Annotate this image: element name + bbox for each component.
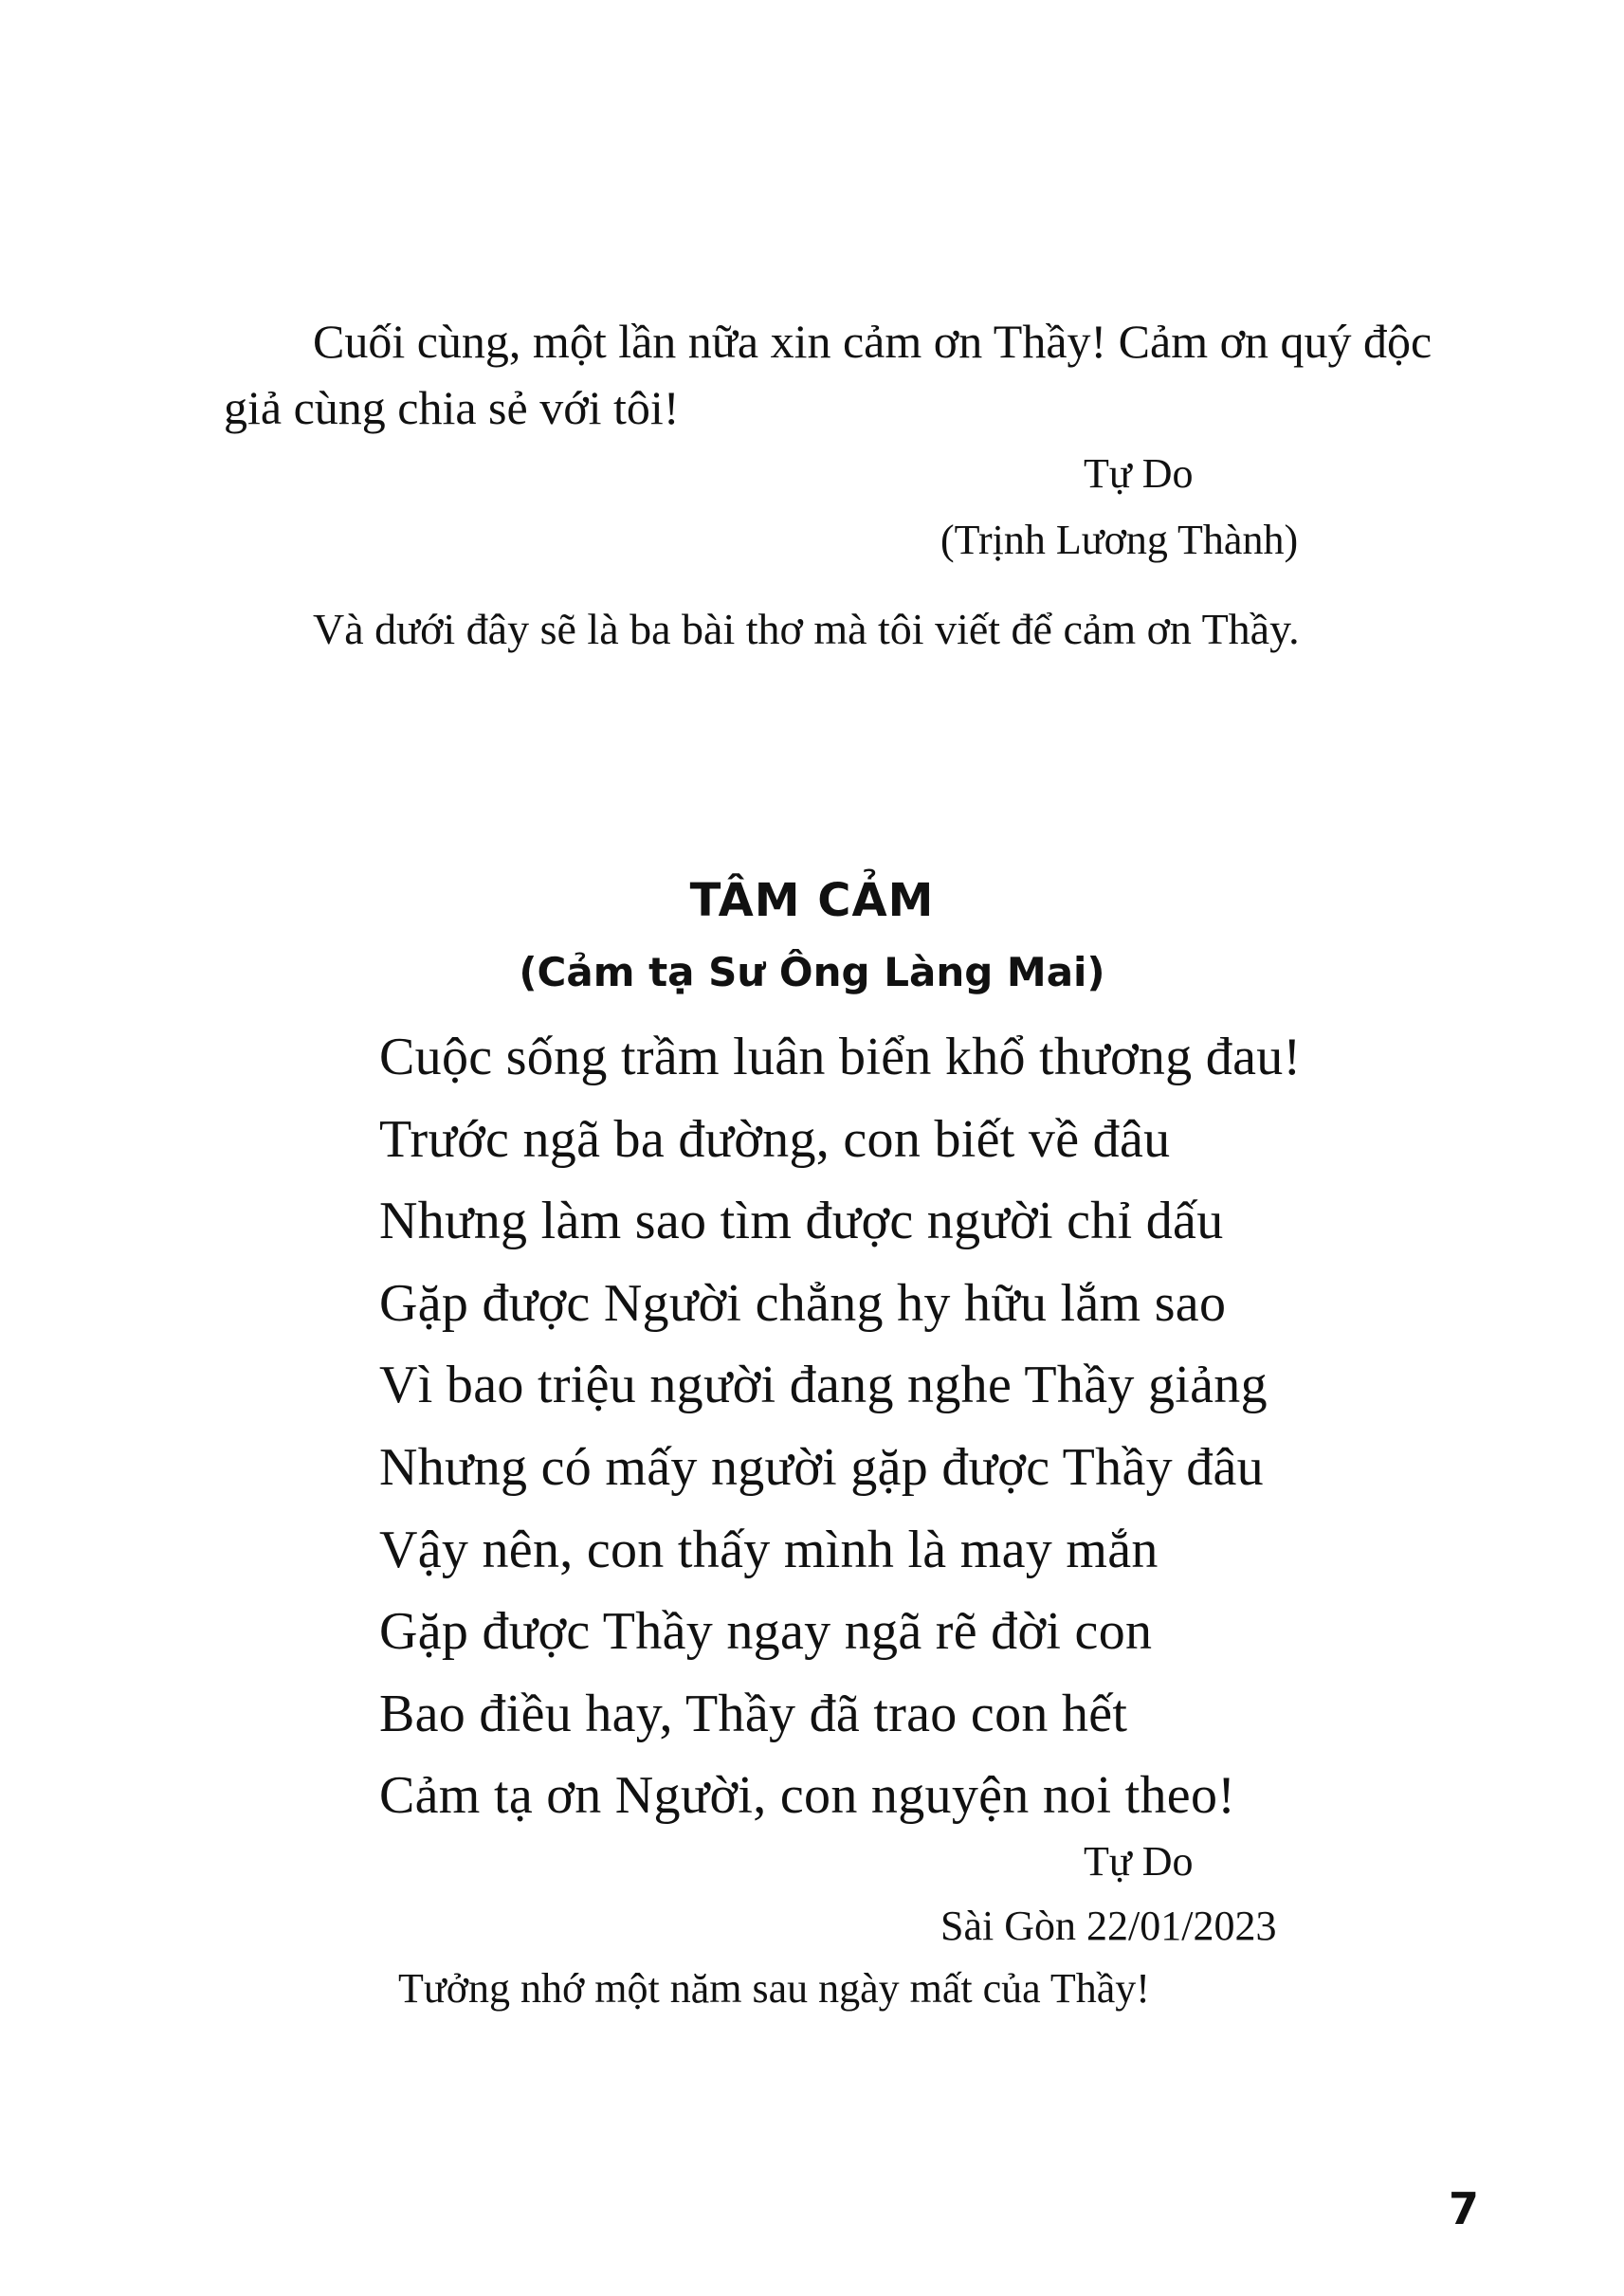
intro-paragraph-line-2: giả cùng chia sẻ với tôi!	[224, 381, 680, 434]
poem-line: Bao điều hay, Thầy đã trao con hết	[379, 1684, 1128, 1743]
poem-line: Cuộc sống trầm luân biển khổ thương đau!	[379, 1028, 1302, 1086]
poem-line: Gặp được Thầy ngay ngã rẽ đời con	[379, 1602, 1153, 1662]
poem-line: Vậy nên, con thấy mình là may mắn	[379, 1520, 1159, 1579]
intro-signature-pen-name: Tự Do	[1084, 450, 1194, 497]
poem-line: Nhưng làm sao tìm được người chỉ dấu	[379, 1192, 1224, 1251]
poem-line: Gặp được Người chẳng hy hữu lắm sao	[379, 1273, 1227, 1333]
poem-dedication: Tưởng nhớ một năm sau ngày mất của Thầy!	[398, 1965, 1150, 2012]
poem-line: Nhưng có mấy người gặp được Thầy đâu	[379, 1437, 1264, 1497]
page-number: 7	[1449, 2183, 1480, 2234]
poem-title: TÂM CẢM	[689, 874, 935, 927]
poem-place-date: Sài Gòn 22/01/2023	[940, 1903, 1277, 1949]
poem-line: Trước ngã ba đường, con biết về đâu	[379, 1109, 1171, 1169]
poem-line: Vì bao triệu người đang nghe Thầy giảng	[379, 1356, 1268, 1415]
poem-subtitle: (Cảm tạ Sư Ông Làng Mai)	[519, 949, 1105, 995]
poem-signature-author: Tự Do	[1084, 1838, 1194, 1885]
poem-body	[379, 1016, 1301, 1837]
poem-line: Cảm tạ ơn Người, con nguyện noi theo!	[379, 1766, 1236, 1826]
lead-in-sentence: Và dưới đây sẽ là ba bài thơ mà tôi viết để cảm ơn Thầy.	[313, 605, 1300, 653]
intro-paragraph-line-1: Cuối cùng, một lần nữa xin cảm ơn Thầy! Cảm ơn quý độc	[313, 315, 1432, 368]
intro-signature-real-name: (Trịnh Lương Thành)	[940, 517, 1299, 563]
